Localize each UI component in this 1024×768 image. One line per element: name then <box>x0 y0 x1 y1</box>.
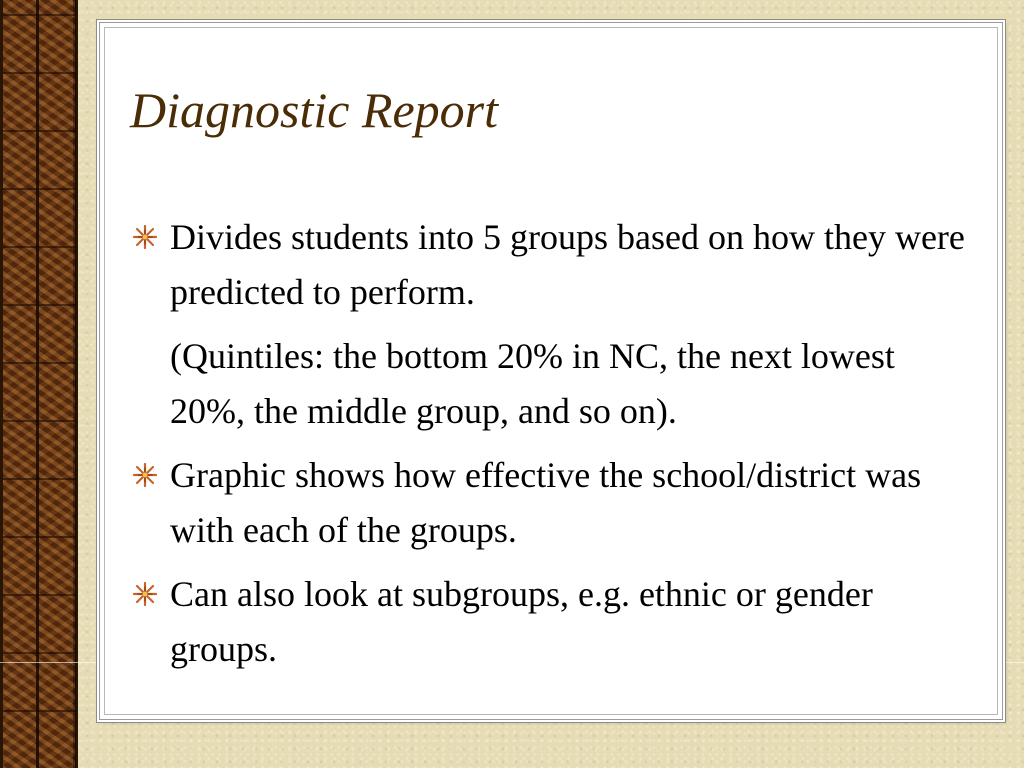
wood-strip <box>0 0 78 768</box>
starburst-icon <box>132 224 158 250</box>
bullet-item <box>130 567 980 677</box>
bullet-text: Graphic shows how effective the school/district was with each of the groups. <box>170 455 922 550</box>
bullet-item <box>130 210 980 439</box>
bullet-item <box>130 448 980 558</box>
bullet-text: Divides students into 5 groups based on how they were predicted to perform. <box>170 217 965 312</box>
bullet-list <box>130 210 980 686</box>
bullet-sub-text: (Quintiles: the bottom 20% in NC, the next lowest 20%, the middle group, and so on). <box>170 336 895 431</box>
slide-title: Diagnostic Report <box>130 82 499 138</box>
bullet-text: Can also look at subgroups, e.g. ethnic or gender groups. <box>170 574 873 669</box>
wood-strip-edge <box>0 0 3 768</box>
starburst-icon <box>132 581 158 607</box>
starburst-icon <box>132 462 158 488</box>
